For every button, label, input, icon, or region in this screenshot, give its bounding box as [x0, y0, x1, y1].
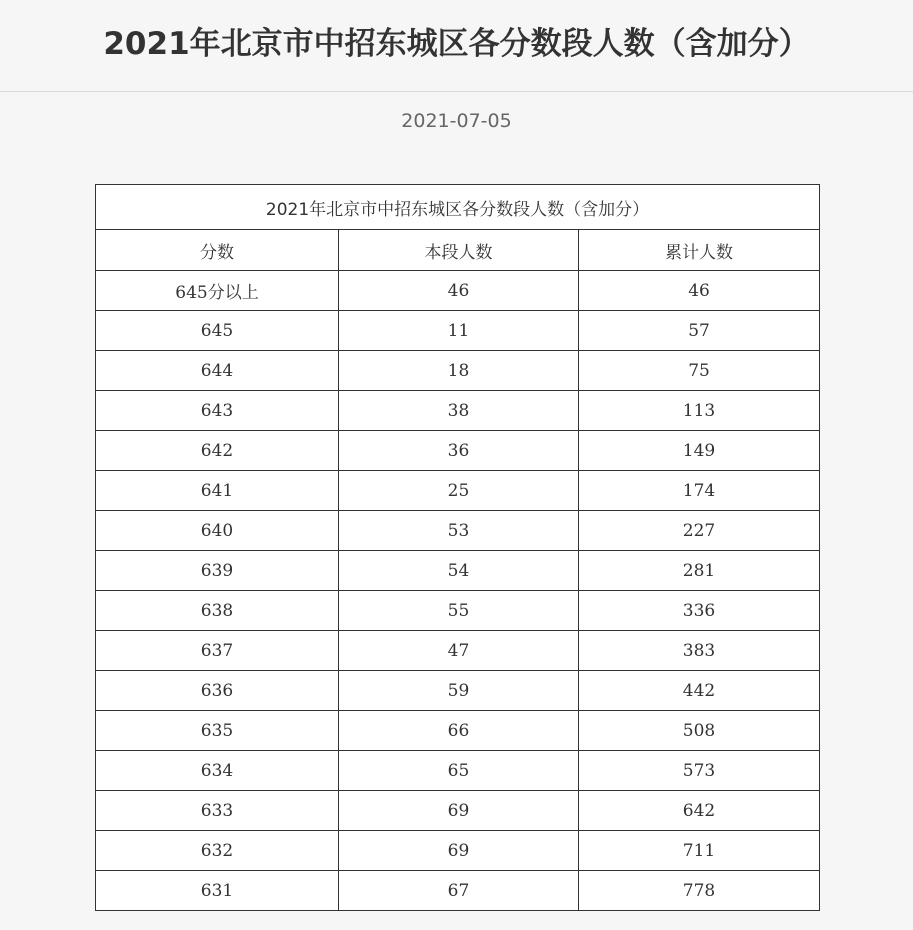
table-row [96, 551, 820, 591]
table-row [96, 831, 820, 871]
segment-count-cell: 25 [339, 471, 579, 511]
score-cell: 643 [96, 391, 339, 431]
score-cell: 644 [96, 351, 339, 391]
segment-count-cell: 18 [339, 351, 579, 391]
cumulative-count-cell: 281 [579, 551, 820, 591]
segment-count-cell: 53 [339, 511, 579, 551]
cumulative-count-cell: 508 [579, 711, 820, 751]
cumulative-count-cell: 442 [579, 671, 820, 711]
table-header-row [96, 230, 820, 271]
score-cell: 634 [96, 751, 339, 791]
segment-count-cell: 65 [339, 751, 579, 791]
table-row [96, 791, 820, 831]
score-cell: 637 [96, 631, 339, 671]
table-caption-row [96, 185, 820, 230]
cumulative-count-cell: 336 [579, 591, 820, 631]
cumulative-count-cell: 113 [579, 391, 820, 431]
score-cell: 632 [96, 831, 339, 871]
table-row [96, 671, 820, 711]
table-row [96, 351, 820, 391]
table-row [96, 511, 820, 551]
segment-count-cell: 69 [339, 831, 579, 871]
table-row [96, 591, 820, 631]
table-row [96, 391, 820, 431]
segment-count-cell: 55 [339, 591, 579, 631]
segment-count-cell: 47 [339, 631, 579, 671]
article-header [0, 0, 913, 92]
score-cell: 631 [96, 871, 339, 911]
score-cell: 635 [96, 711, 339, 751]
column-header-score: 分数 [96, 230, 339, 271]
article-title: 2021年北京市中招东城区各分数段人数（含加分） [103, 26, 810, 62]
table-row [96, 751, 820, 791]
cumulative-count-cell: 75 [579, 351, 820, 391]
segment-count-cell: 67 [339, 871, 579, 911]
table-row [96, 711, 820, 751]
score-cell: 638 [96, 591, 339, 631]
cumulative-count-cell: 149 [579, 431, 820, 471]
segment-count-cell: 66 [339, 711, 579, 751]
score-cell: 645分以上 [96, 271, 339, 311]
segment-count-cell: 69 [339, 791, 579, 831]
score-cell: 640 [96, 511, 339, 551]
score-cell: 636 [96, 671, 339, 711]
score-cell: 645 [96, 311, 339, 351]
cumulative-count-cell: 227 [579, 511, 820, 551]
score-distribution-table [95, 184, 820, 911]
score-cell: 642 [96, 431, 339, 471]
cumulative-count-cell: 778 [579, 871, 820, 911]
table-row [96, 871, 820, 911]
cumulative-count-cell: 383 [579, 631, 820, 671]
segment-count-cell: 54 [339, 551, 579, 591]
segment-count-cell: 38 [339, 391, 579, 431]
cumulative-count-cell: 174 [579, 471, 820, 511]
cumulative-count-cell: 711 [579, 831, 820, 871]
score-cell: 641 [96, 471, 339, 511]
table-row [96, 311, 820, 351]
table-row [96, 631, 820, 671]
table-body [96, 185, 820, 911]
table-row [96, 271, 820, 311]
table-row [96, 471, 820, 511]
cumulative-count-cell: 573 [579, 751, 820, 791]
cumulative-count-cell: 642 [579, 791, 820, 831]
score-cell: 633 [96, 791, 339, 831]
segment-count-cell: 36 [339, 431, 579, 471]
table-caption: 2021年北京市中招东城区各分数段人数（含加分） [96, 185, 820, 230]
cumulative-count-cell: 57 [579, 311, 820, 351]
score-cell: 639 [96, 551, 339, 591]
table-row [96, 431, 820, 471]
cumulative-count-cell: 46 [579, 271, 820, 311]
column-header-cumulative-count: 累计人数 [579, 230, 820, 271]
segment-count-cell: 11 [339, 311, 579, 351]
segment-count-cell: 59 [339, 671, 579, 711]
segment-count-cell: 46 [339, 271, 579, 311]
publish-date: 2021-07-05 [401, 110, 512, 132]
column-header-segment-count: 本段人数 [339, 230, 579, 271]
